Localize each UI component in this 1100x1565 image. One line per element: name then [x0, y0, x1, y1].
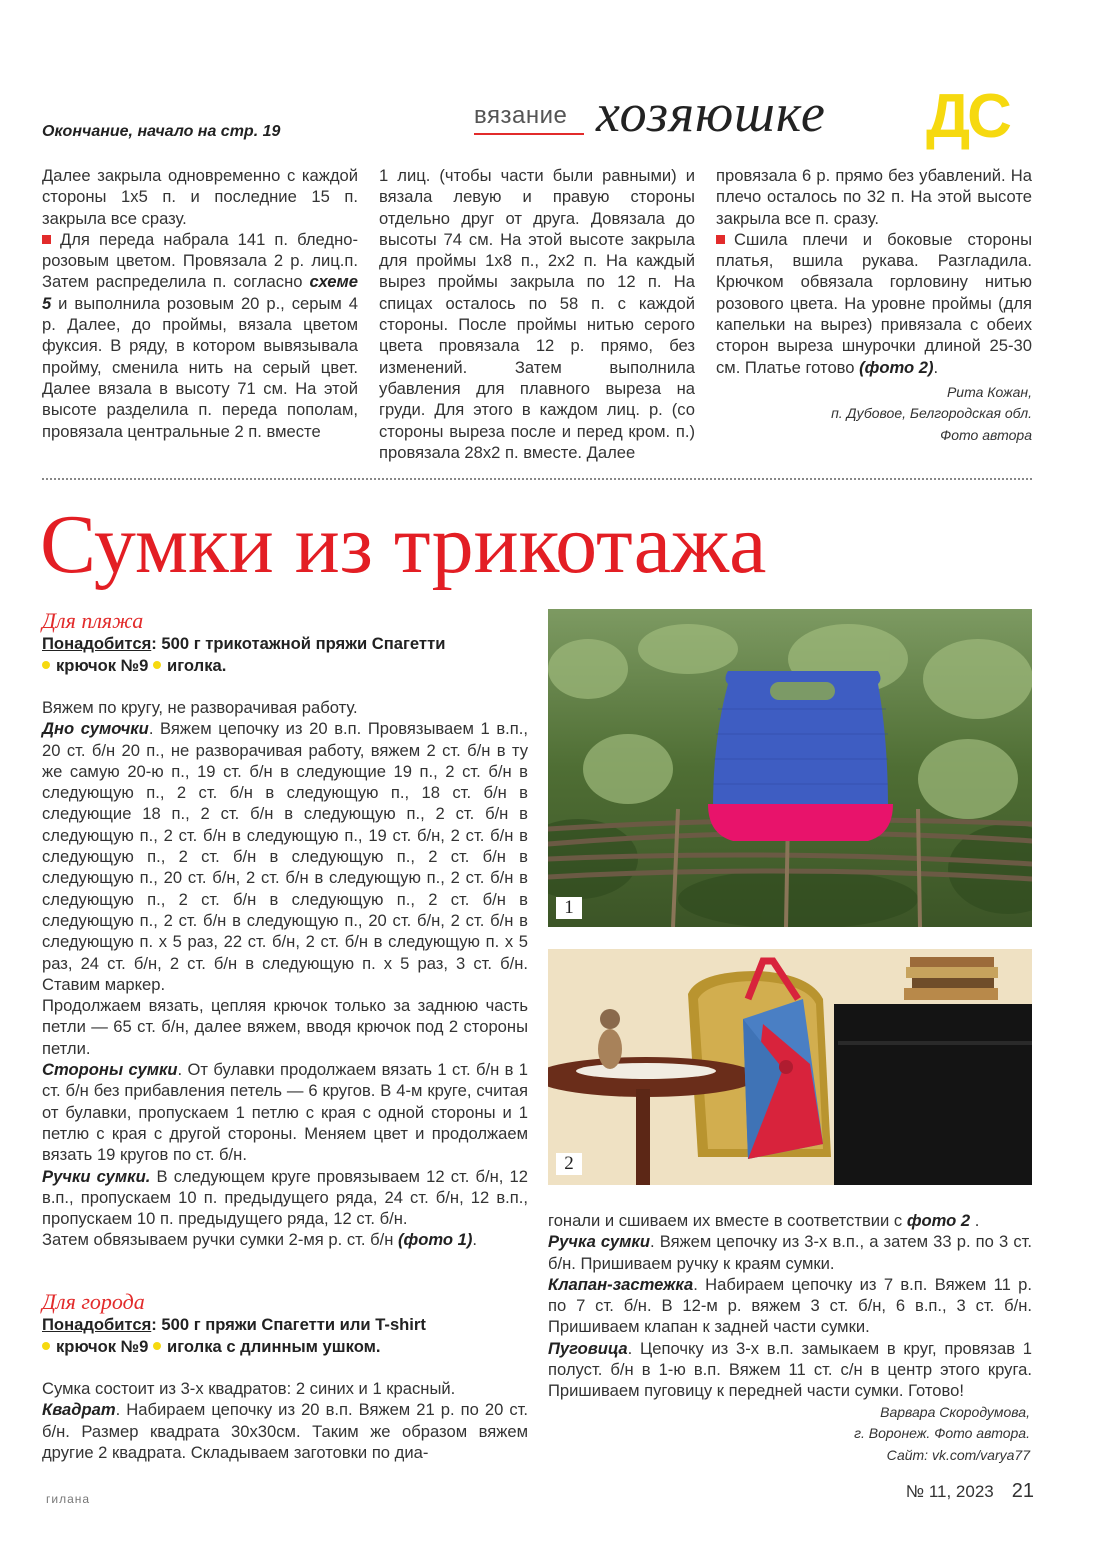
- photo-beach-bag: [548, 609, 1032, 927]
- step-label: Стороны сумки: [42, 1060, 178, 1080]
- step-label: Пуговица: [548, 1338, 628, 1358]
- step-label: Квадрат: [42, 1400, 116, 1420]
- author-place: п. Дубовое, Белгородская обл.: [831, 405, 1032, 422]
- magazine-logo: ДС: [926, 82, 1009, 151]
- red-square-bullet: [42, 235, 51, 244]
- paragraph: Клапан-застежка. Набираем цепочку из 7 в.п. Вяжем 11 р. по 7 ст. б/н. В 12-м р. вяжем 3 ст. б/н, 6 в.п., 3 ст. б/н. Пришиваем клапан к задней части сумки.: [548, 1274, 1032, 1337]
- paragraph: провязала 6 р. прямо без убавлений. На плечо осталось по 32 п. На этой высоте закрыла все п. сразу.: [716, 166, 1032, 228]
- page-number: 21: [1011, 1480, 1034, 1502]
- city-subtitle: Для города: [42, 1289, 145, 1314]
- yellow-dot-bullet: [42, 1342, 50, 1350]
- step-label: Ручка сумки: [548, 1232, 650, 1252]
- paragraph: Сшила плечи и боковые стороны платья, вшила рукава. Разгладила. Крючком обвязала горловину нитью розового цвета. На уровне проймы (для капельки на вырез) привязала с обеих сторон выреза шнурочки длиной 25-30 см. Платье готово (фото 2).: [716, 229, 1032, 377]
- paragraph: Продолжаем вязать, цепляя крючок только за заднюю часть петли — 65 ст. б/н, далее вяжем, вводя крючок под 2 стороны петли.: [42, 996, 528, 1058]
- beach-materials: Понадобится: 500 г трикотажной пряжи Спагетти крючок №9 иголка.: [42, 634, 446, 675]
- beach-bag-photo-illustration: [548, 609, 1032, 927]
- photo-number: 1: [556, 897, 582, 919]
- author-place: г. Воронеж. Фото автора.: [854, 1425, 1030, 1442]
- photo-reference: (фото 2): [859, 357, 934, 377]
- magazine-header: [474, 82, 1040, 151]
- city-materials: Понадобится: 500 г пряжи Спагетти или T-shirt крючок №9 иголка с длинным ушком.: [42, 1315, 426, 1356]
- city-instructions: [42, 1378, 528, 1463]
- paragraph: Пуговица. Цепочку из 3-х в.п. замыкаем в круг, провязав 1 полуст. б/н в 1-ю в.п. Вяжем 11 ст. с/н в центр этого круга. Пришиваем пуговицу к передней части сумки. Готово!: [548, 1338, 1032, 1401]
- top-column-3: [716, 165, 1032, 446]
- paragraph: 1 лиц. (чтобы части были равными) и вязала левую и правую стороны отдельно друг от друга. Довязала до высоты 74 см. На этой высоте закрыла для проймы 1х8 п., 2х2 п. На каждый вырез проймы закрыла по 12 п. На спицах осталось по 58 п. с каждой стороны. После проймы нитью серого цвета провязала 12 р. прямо, без изменений. Затем выполнила убавления для плавного выреза на груди. Для этого в каждом лиц. р. (со стороны выреза после и перед кром. п.) провязала 28х2 п. вместе. Далее: [379, 166, 695, 462]
- author-name: Варвара Скородумова,: [880, 1403, 1030, 1420]
- paragraph: Квадрат. Набираем цепочку из 20 в.п. Вяжем 21 р. по 20 ст. б/н. Размер квадрата 30х30см. Таким же образом вяжем другие 2 квадрата. Складываем заготовки по диа-: [42, 1400, 528, 1462]
- photo-credit: Фото автора: [940, 426, 1032, 443]
- beach-subtitle: Для пляжа: [42, 608, 144, 633]
- photo-city-bag: [548, 949, 1032, 1185]
- paragraph: Далее закрыла одновременно с каждой стороны 1х5 п. и последние 15 п. закрыла все сразу.: [42, 166, 358, 228]
- beach-instructions: [42, 697, 528, 1251]
- author-name: Рита Кожан,: [946, 383, 1032, 400]
- yellow-dot-bullet: [42, 661, 50, 669]
- article-title: Сумки из трикотажа: [40, 498, 767, 591]
- city-signature: [548, 1402, 1032, 1467]
- author-signature: [716, 382, 1032, 447]
- dotted-divider: [42, 478, 1032, 480]
- city-section: [42, 1290, 528, 1463]
- continuation-note: Окончание, начало на стр. 19: [42, 123, 281, 140]
- top-column-1: [42, 165, 358, 442]
- step-label: Дно сумочки: [42, 719, 149, 739]
- paragraph: Вяжем по кругу, не разворачивая работу.: [42, 698, 358, 717]
- photo-number: 2: [556, 1153, 582, 1175]
- yellow-dot-bullet: [153, 1342, 161, 1350]
- city-bag-photo-illustration: [548, 949, 1032, 1185]
- issue-number: № 11, 2023: [905, 1482, 994, 1501]
- paragraph: Затем обвязываем ручки сумки 2-мя р. ст. б/н (фото 1).: [42, 1230, 478, 1250]
- watermark: гилана: [46, 1492, 91, 1506]
- beach-section: [42, 609, 528, 1251]
- paragraph: Для переда набрала 141 п. бледно-розовым цветом. Провязала 2 р. лиц.п. Затем распределила п. согласно схеме 5 и выполнила розовым 20 р., серым 4 р. Далее, до проймы, вязала цветом фуксия. В ряду, в котором вывязывала пройму, сменила нить на серый цвет. Далее вязала в высоту 71 см. На этой высоте разделила п. переда пополам, провязала центральные 2 п. вместе: [42, 229, 358, 441]
- step-label: Клапан-застежка: [548, 1274, 694, 1294]
- paragraph: Ручка сумки. Вяжем цепочку из 3-х в.п., а затем 33 р. по 3 ст. б/н. Пришиваем ручку к краям сумки.: [548, 1232, 1032, 1273]
- red-square-bullet: [716, 235, 725, 244]
- author-site: Сайт: vk.com/varya77: [886, 1446, 1030, 1463]
- photo-reference: фото 2: [906, 1211, 971, 1230]
- city-section-continued: [548, 1210, 1032, 1466]
- page-footer: [906, 1480, 1034, 1503]
- yellow-dot-bullet: [153, 661, 161, 669]
- paragraph: Дно сумочки. Вяжем цепочку из 20 в.п. Провязываем 1 в.п., 20 ст. б/н 20 п., не разворачивая работу, вяжем 2 ст. б/н в ту же самую 20-ю п., 19 ст. б/н в следующие 19 п., 2 ст. б/н в следующую п., 2 ст. б/н в следующую п., 18 ст. б/н в следующие 18 п., 2 ст. б/н в следующую п., 2 ст. б/н в следующую п., 2 ст. б/н в следующую п., 19 ст. б/н, 2 ст. б/н в следующую п., 2 ст. б/н в следующую п., 2 ст. б/н в следующую п., 20 ст. б/н, 2 ст. б/н в следующую п., 2 ст. б/н в следующую п., 2 ст. б/н в следующую п., 2 ст. б/н в следующую п., 2 ст. б/н в следующую п., 20 ст. б/н, 2 ст. б/н в следующую п. х 5 раз, 22 ст. б/н, 2 ст. б/н в следующую п. х 5 раз, 24 ст. б/н, 2 ст. б/н в следующую п. х 5 раз, 3 ст. б/н. Ставим маркер.: [42, 719, 528, 994]
- scheme-reference: схеме 5: [42, 272, 358, 313]
- paragraph: Сумка состоит из 3-х квадратов: 2 синих и 1 красный.: [42, 1379, 456, 1398]
- paragraph: гонали и сшиваем их вместе в соответствии с фото 2 .: [548, 1211, 980, 1230]
- section-label: вязание: [474, 102, 568, 129]
- rubric-title: хозяюшке: [596, 83, 826, 143]
- photo-reference: (фото 1): [398, 1230, 473, 1250]
- paragraph: Ручки сумки. В следующем круге провязываем 12 ст. б/н, 12 в.п., пропускаем 10 п. предыдущего ряда, 24 ст. б/н, 12 в.п., пропускаем 10 п. предыдущего ряда, 12 ст. б/н.: [42, 1166, 528, 1229]
- section-underline: [474, 133, 584, 135]
- step-label: Ручки сумки.: [42, 1166, 151, 1186]
- top-column-2: [379, 165, 695, 463]
- paragraph: Стороны сумки. От булавки продолжаем вязать 1 ст. б/н в 1 ст. б/н без прибавления петель — 6 кругов. В 4-м круге, считая от булавки, пропускаем 1 петлю с края с одной стороны и 1 петлю с края с другой стороны. Меняем цвет и продолжаем вязать 19 кругов по ст. б/н.: [42, 1060, 529, 1165]
